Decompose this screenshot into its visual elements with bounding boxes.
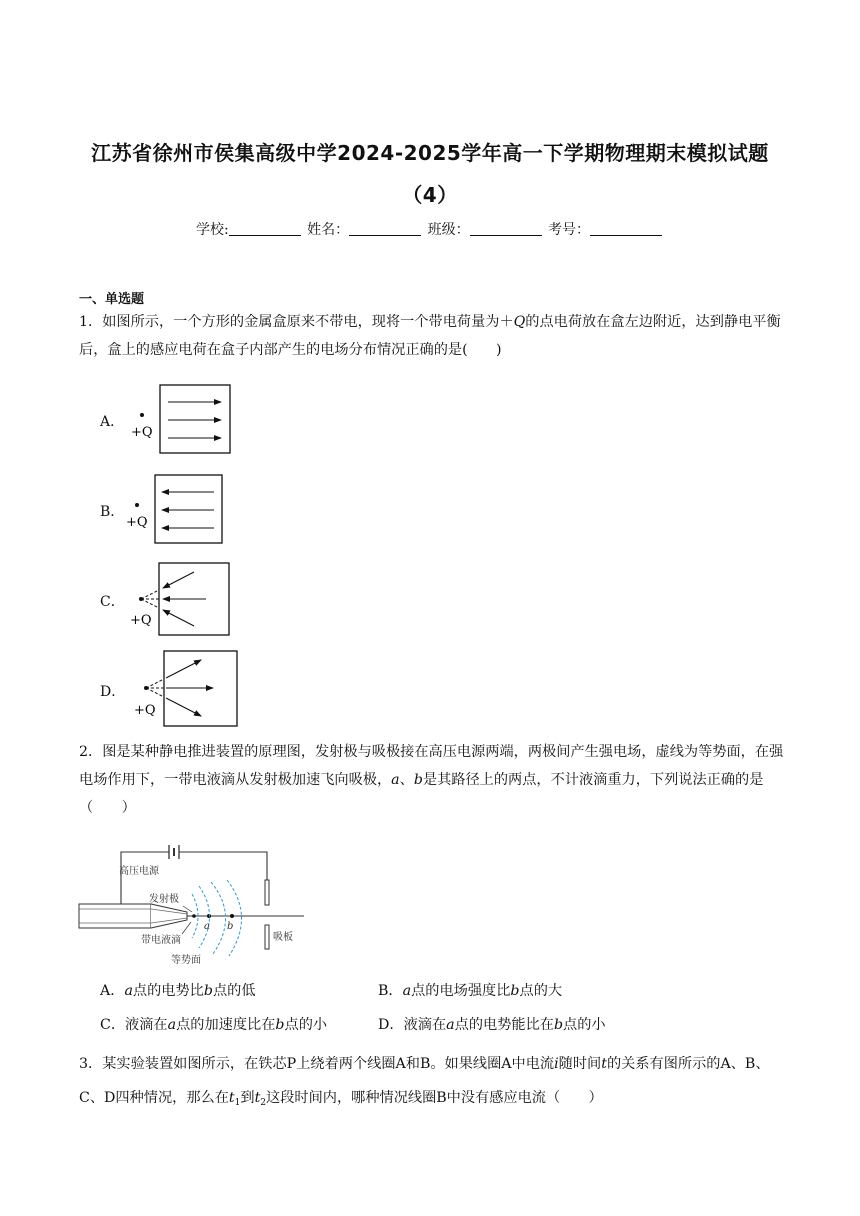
point-charge-dot [135,503,139,507]
q1-text-part: 1．如图所示，一个方形的金属盒原来不带电，现将一个带电荷量为＋ [79,314,514,330]
q3-text-part: 到 [240,1090,255,1106]
charge-label: +Q [134,703,156,718]
q1-option-b-figure [122,474,232,546]
choice-text: 点的低 [212,983,256,999]
metal-box [155,475,222,543]
choice-var: b [275,1017,285,1033]
choice-var: b [553,1017,564,1033]
point-a-label: a [204,921,210,932]
q1-charge-var: Q [513,314,526,330]
choice-text: 液滴在 [125,1017,168,1033]
q3-text-part: 这段时间内，哪种情况线圈B中没有感应电流（ ） [266,1090,603,1106]
choice-var: a [446,1017,455,1033]
choice-var: a [402,983,412,999]
q1-option-d-figure [133,650,243,728]
page-title: 江苏省徐州市侯集高级中学2024-2025学年高一下学期物理期末模拟试题 [91,141,769,165]
q2-var-a: a [391,772,400,788]
q3-var-t1: t [228,1090,235,1106]
choice-var: b [203,983,213,999]
choice-label: A． [100,983,125,999]
choice-var: b [510,983,520,999]
q2-separator: 、 [399,772,414,788]
q3-var-t: t [601,1056,607,1072]
student-info-line [0,219,860,239]
school-label: 学校: [195,222,229,238]
q2-choice-a[interactable] [100,980,256,1000]
q2-device-figure [79,842,309,967]
name-blank[interactable] [349,221,421,236]
equipotential-label: 等势面 [171,955,201,966]
metal-box [160,385,230,453]
question-2-text [79,738,784,822]
q1-text-part: 的点电荷放在盒左边附近，达到静电平衡后，盒上的感应电荷在盒子内部产生的电场分布情况正确的是( ) [79,314,781,358]
q2-choice-b[interactable] [378,980,562,1000]
exam-number-label: 考号： [548,222,591,238]
q1-option-c-figure [124,562,234,638]
choice-text: 点的小 [284,1017,328,1033]
point-charge-dot [140,413,144,417]
name-label: 姓名： [307,222,350,238]
absorber-label: 吸板 [273,932,293,943]
choice-text: 点的电场强度比 [411,983,511,999]
charge-label: +Q [130,613,152,628]
question-3-text [79,1047,784,1120]
q1-option-a-label[interactable]: A． [100,414,125,430]
page-title-suffix: （4） [402,183,458,207]
question-1-text [79,308,784,364]
q2-var-b: b [413,772,423,788]
q1-option-b-label[interactable]: B． [100,504,125,520]
q1-option-c-label[interactable]: C． [100,594,125,610]
choice-text: 点的加速度比在 [176,1017,276,1033]
q3-text-part: 的关系有图所示的A、B、C、D四种情况，那么在 [79,1056,770,1106]
section-title: 一、单选题 [79,292,145,307]
q2-text-part: 是其路径上的两点，不计液滴重力，下列说法正确的是（ ） [79,772,764,816]
choice-text: 点的电势比 [132,983,204,999]
school-blank[interactable] [229,221,301,236]
charge-label: +Q [126,515,148,530]
q3-subscript: 1 [234,1098,241,1108]
droplet-label: 带电液滴 [141,935,181,946]
choice-label: C． [100,1017,126,1033]
choice-var: a [124,983,133,999]
exam-number-blank[interactable] [590,221,662,236]
choice-var: a [167,1017,177,1033]
choice-label: D． [378,1017,404,1033]
q3-subscript: 2 [260,1098,266,1108]
power-supply-label: 高压电源 [119,866,159,877]
q3-text-part: 3．某实验装置如图所示，在铁芯P上绕着两个线圈A和B。如果线圈A中电流 [79,1056,555,1072]
point-b-label: b [227,921,234,932]
choice-text: 液滴在 [403,1017,447,1033]
choice-text: 点的电势能比在 [454,1017,554,1033]
choice-text: 点的大 [519,983,563,999]
q3-var-i: i [554,1056,559,1072]
q2-choice-c[interactable] [100,1014,327,1034]
class-blank[interactable] [470,221,542,236]
q3-text-part: 随时间 [558,1056,602,1072]
q3-var-t2: t [254,1090,261,1106]
choice-text: 点的小 [563,1017,606,1033]
emitter-label: 发射极 [149,894,179,905]
class-label: 班级： [427,222,470,238]
q1-option-d-label[interactable]: D． [100,684,126,700]
q1-option-a-figure [125,384,235,456]
q2-text-part: 2．图是某种静电推进装置的原理图，发射极与吸极接在高压电源两端，两极间产生强电场，虚线为等势面，在强电场作用下，一带电液滴从发射极加速飞向吸极， [79,744,784,788]
charge-label: +Q [131,425,153,440]
choice-label: B． [378,983,403,999]
q2-choice-d[interactable] [378,1014,606,1034]
